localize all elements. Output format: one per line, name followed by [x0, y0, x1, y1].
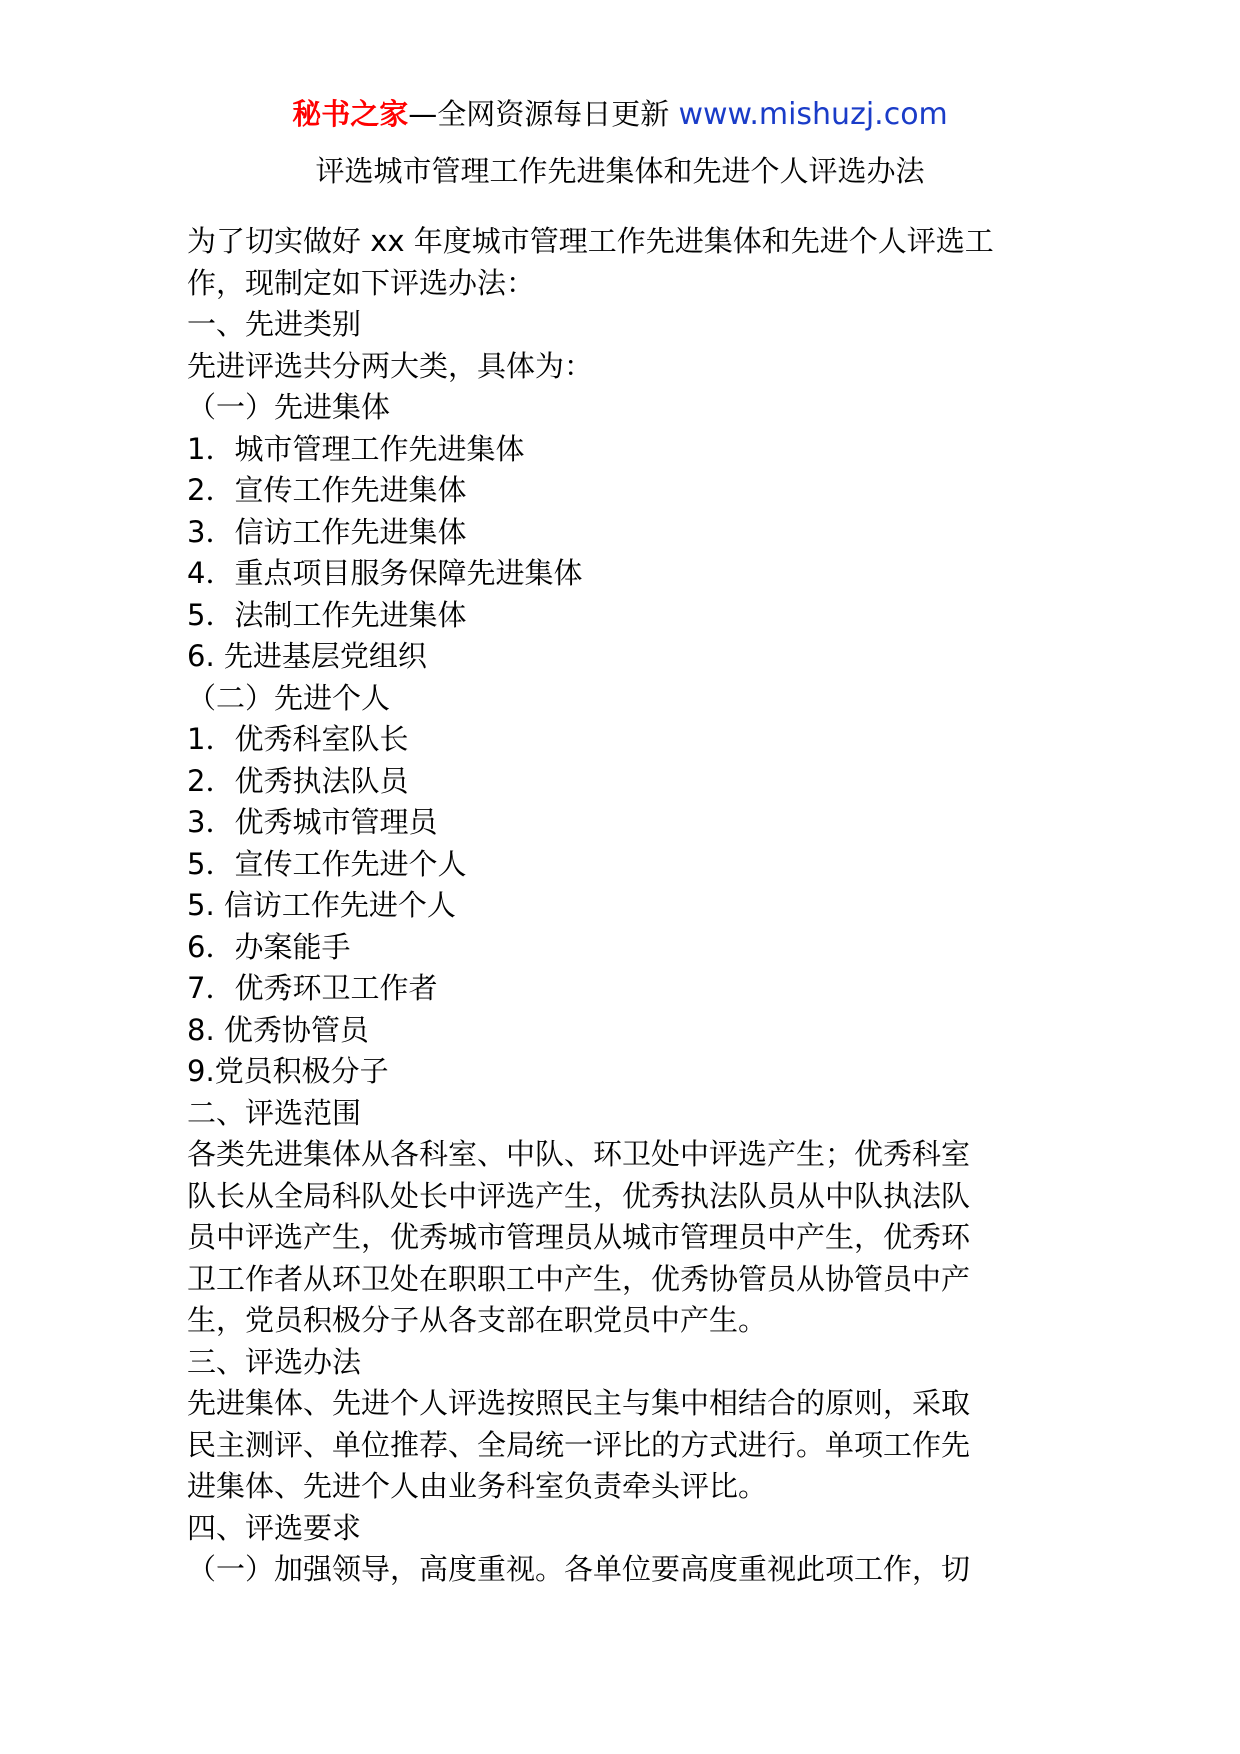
list-item: 2．优秀执法队员	[187, 763, 409, 798]
list-item: 7．优秀环卫工作者	[187, 971, 438, 1005]
body-line: 员中评选产生，优秀城市管理员从城市管理员中产生，优秀环	[187, 1220, 971, 1254]
site-url-link[interactable]: www.mishuzj.com	[678, 97, 948, 132]
body-line: 进集体、先进个人由业务科室负责牵头评比。	[187, 1469, 768, 1503]
subsection-heading-collectives: （一）先进集体	[187, 390, 391, 424]
list-item: 6. 先进基层党组织	[187, 639, 427, 673]
list-item: 1．优秀科室队长	[187, 722, 409, 756]
subsection-heading-individuals: （二）先进个人	[187, 680, 391, 715]
section-heading-requirements: 四、评选要求	[187, 1510, 362, 1545]
body-line: 作，现制定如下评选办法：	[187, 265, 536, 300]
body-line: 先进评选共分两大类，具体为：	[187, 348, 594, 383]
section-heading-scope: 二、评选范围	[187, 1095, 362, 1130]
site-tagline: —全网资源每日更新	[408, 97, 679, 131]
body-line: 为了切实做好 xx 年度城市管理工作先进集体和先进个人评选工	[187, 224, 994, 258]
document-title: 评选城市管理工作先进集体和先进个人评选办法	[315, 154, 925, 188]
body-line: 队长从全局科队处长中评选产生，优秀执法队员从中队执法队	[187, 1178, 971, 1213]
list-item: 2．宣传工作先进集体	[187, 473, 467, 507]
document-body	[187, 221, 1057, 1591]
section-heading-method: 三、评选办法	[187, 1344, 362, 1379]
body-line: （一）加强领导，高度重视。各单位要高度重视此项工作，切	[187, 1552, 971, 1586]
list-item: 4．重点项目服务保障先进集体	[187, 556, 583, 590]
list-item: 5．法制工作先进集体	[187, 597, 467, 632]
brand-name: 秘书之家	[292, 97, 409, 131]
body-line: 民主测评、单位推荐、全局统一评比的方式进行。单项工作先	[187, 1427, 971, 1462]
body-line: 先进集体、先进个人评选按照民主与集中相结合的原则，采取	[187, 1386, 971, 1420]
section-heading-categories: 一、先进类别	[187, 307, 362, 341]
body-line: 卫工作者从环卫处在职职工中产生，优秀协管员从协管员中产	[187, 1261, 971, 1296]
list-item: 1．城市管理工作先进集体	[187, 431, 525, 466]
list-item: 3．优秀城市管理员	[187, 805, 438, 839]
list-item: 5．宣传工作先进个人	[187, 846, 467, 881]
body-line: 生，党员积极分子从各支部在职党员中产生。	[187, 1303, 768, 1337]
list-item: 6．办案能手	[187, 929, 351, 964]
body-line: 各类先进集体从各科室、中队、环卫处中评选产生；优秀科室	[187, 1137, 971, 1171]
list-item: 3．信访工作先进集体	[187, 514, 467, 549]
list-item: 8. 优秀协管员	[187, 1012, 369, 1047]
list-item: 9.党员积极分子	[187, 1054, 389, 1088]
list-item: 5. 信访工作先进个人	[187, 888, 456, 922]
site-header	[0, 94, 1240, 135]
